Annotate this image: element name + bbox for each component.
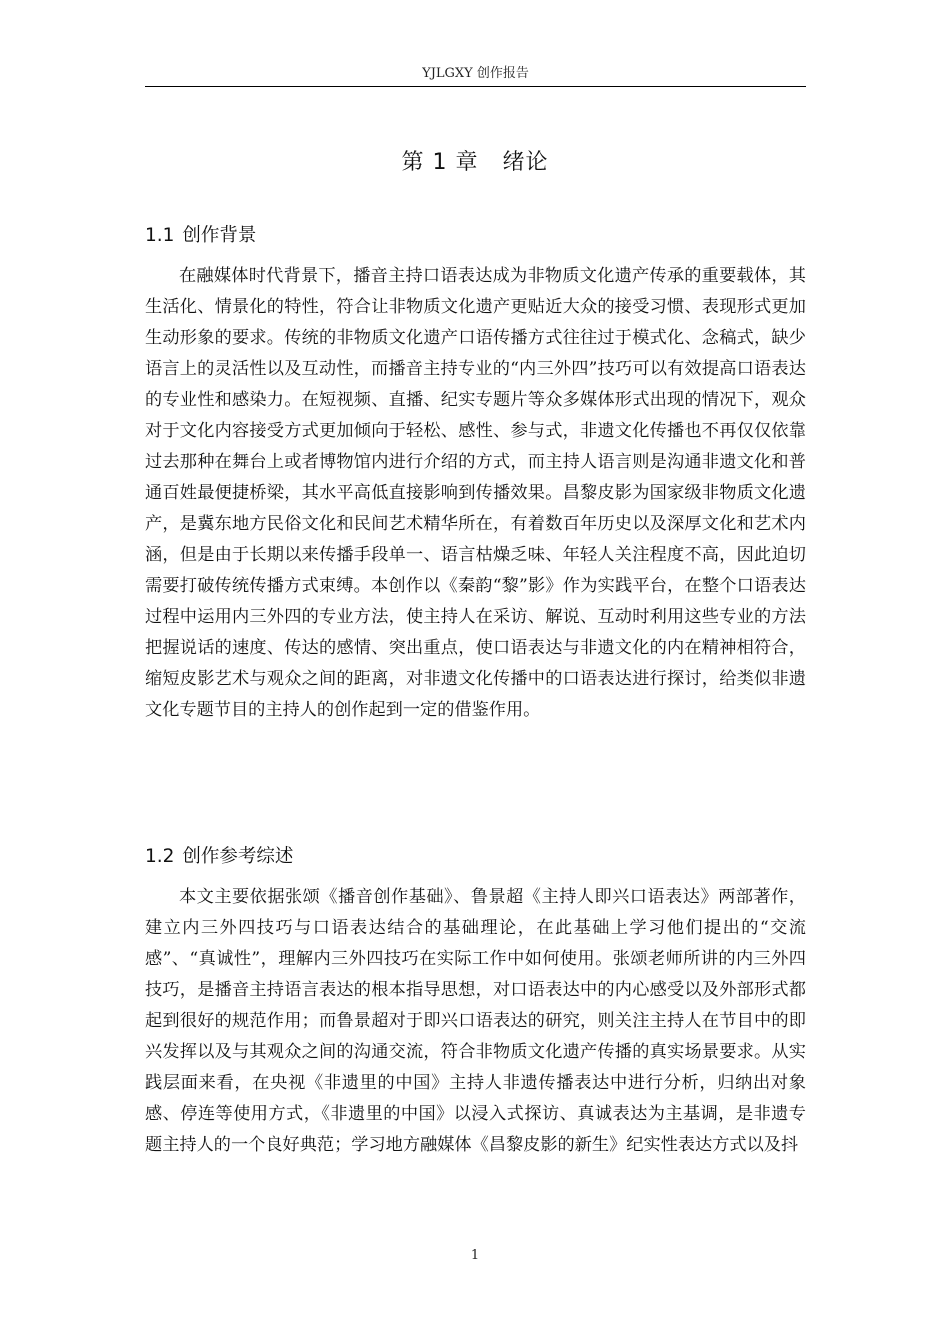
section-title: 创作背景 — [182, 225, 257, 246]
section-1-2-paragraph: 本文主要依据张颂《播音创作基础》、鲁景超《主持人即兴口语表达》两部著作，建立内三外四技巧与口语表达结合的基础理论，在此基础上学习他们提出的“交流感”、“真诚性”，理解内三外四技巧在实际工作中如何使用。张颂老师所讲的内三外四技巧，是播音主持语言表达的根本指导思想，对口语表达中的内心感受以及外部形式都起到很好的规范作用；而鲁景超对于即兴口语表达的研究，则关注主持人在节目中的即兴发挥以及与其观众之间的沟通交流，符合非物质文化遗产传播的真实场景要求。从实践层面来看，在央视《非遗里的中国》主持人非遗传播表达中进行分析，归纳出对象感、停连等使用方式，《非遗里的中国》以浸入式探访、真诚表达为主基调，是非遗专题主持人的一个良好典范；学习地方融媒体《昌黎皮影的新生》纪实性表达方式以及抖 — [145, 887, 806, 1155]
section-title: 创作参考综述 — [182, 846, 294, 867]
chapter-number: 第 1 章 — [401, 150, 479, 175]
running-header: YJLGXY 创作报告 — [422, 66, 529, 81]
page-number: 1 — [470, 1248, 480, 1263]
section-number: 1.1 — [145, 225, 175, 246]
chapter-heading — [0, 146, 950, 180]
section-1-1-paragraph: 在融媒体时代背景下，播音主持口语表达成为非物质文化遗产传承的重要载体，其生活化、情景化的特性，符合让非物质文化遗产更贴近大众的接受习惯、表现形式更加生动形象的要求。传统的非物质文化遗产口语传播方式往往过于模式化、念稿式，缺少语言上的灵活性以及互动性，而播音主持专业的“内三外四”技巧可以有效提高口语表达的专业性和感染力。在短视频、直播、纪实专题片等众多媒体形式出现的情况下，观众对于文化内容接受方式更加倾向于轻松、感性、参与式，非遗文化传播也不再仅仅依靠过去那种在舞台上或者博物馆内进行介绍的方式，而主持人语言则是沟通非遗文化和普通百姓最便捷桥梁，其水平高低直接影响到传播效果。昌黎皮影为国家级非物质文化遗产，是冀东地方民俗文化和民间艺术精华所在，有着数百年历史以及深厚文化和艺术内涵，但是由于长期以来传播手段单一、语言枯燥乏味、年轻人关注程度不高，因此迫切需要打破传统传播方式束缚。本创作以《秦韵“黎”影》作为实践平台，在整个口语表达过程中运用内三外四的专业方法，使主持人在采访、解说、互动时利用这些专业的方法把握说话的速度、传达的感情、突出重点，使口语表达与非遗文化的内在精神相符合，缩短皮影艺术与观众之间的距离，对非遗文化传播中的口语表达进行探讨，给类似非遗文化专题节目的主持人的创作起到一定的借鉴作用。 — [145, 266, 806, 720]
section-number: 1.2 — [145, 846, 175, 867]
section-heading-1-2 — [145, 842, 806, 872]
chapter-title: 绪论 — [502, 150, 549, 175]
header-rule — [145, 86, 806, 87]
section-heading-1-1 — [145, 221, 806, 251]
